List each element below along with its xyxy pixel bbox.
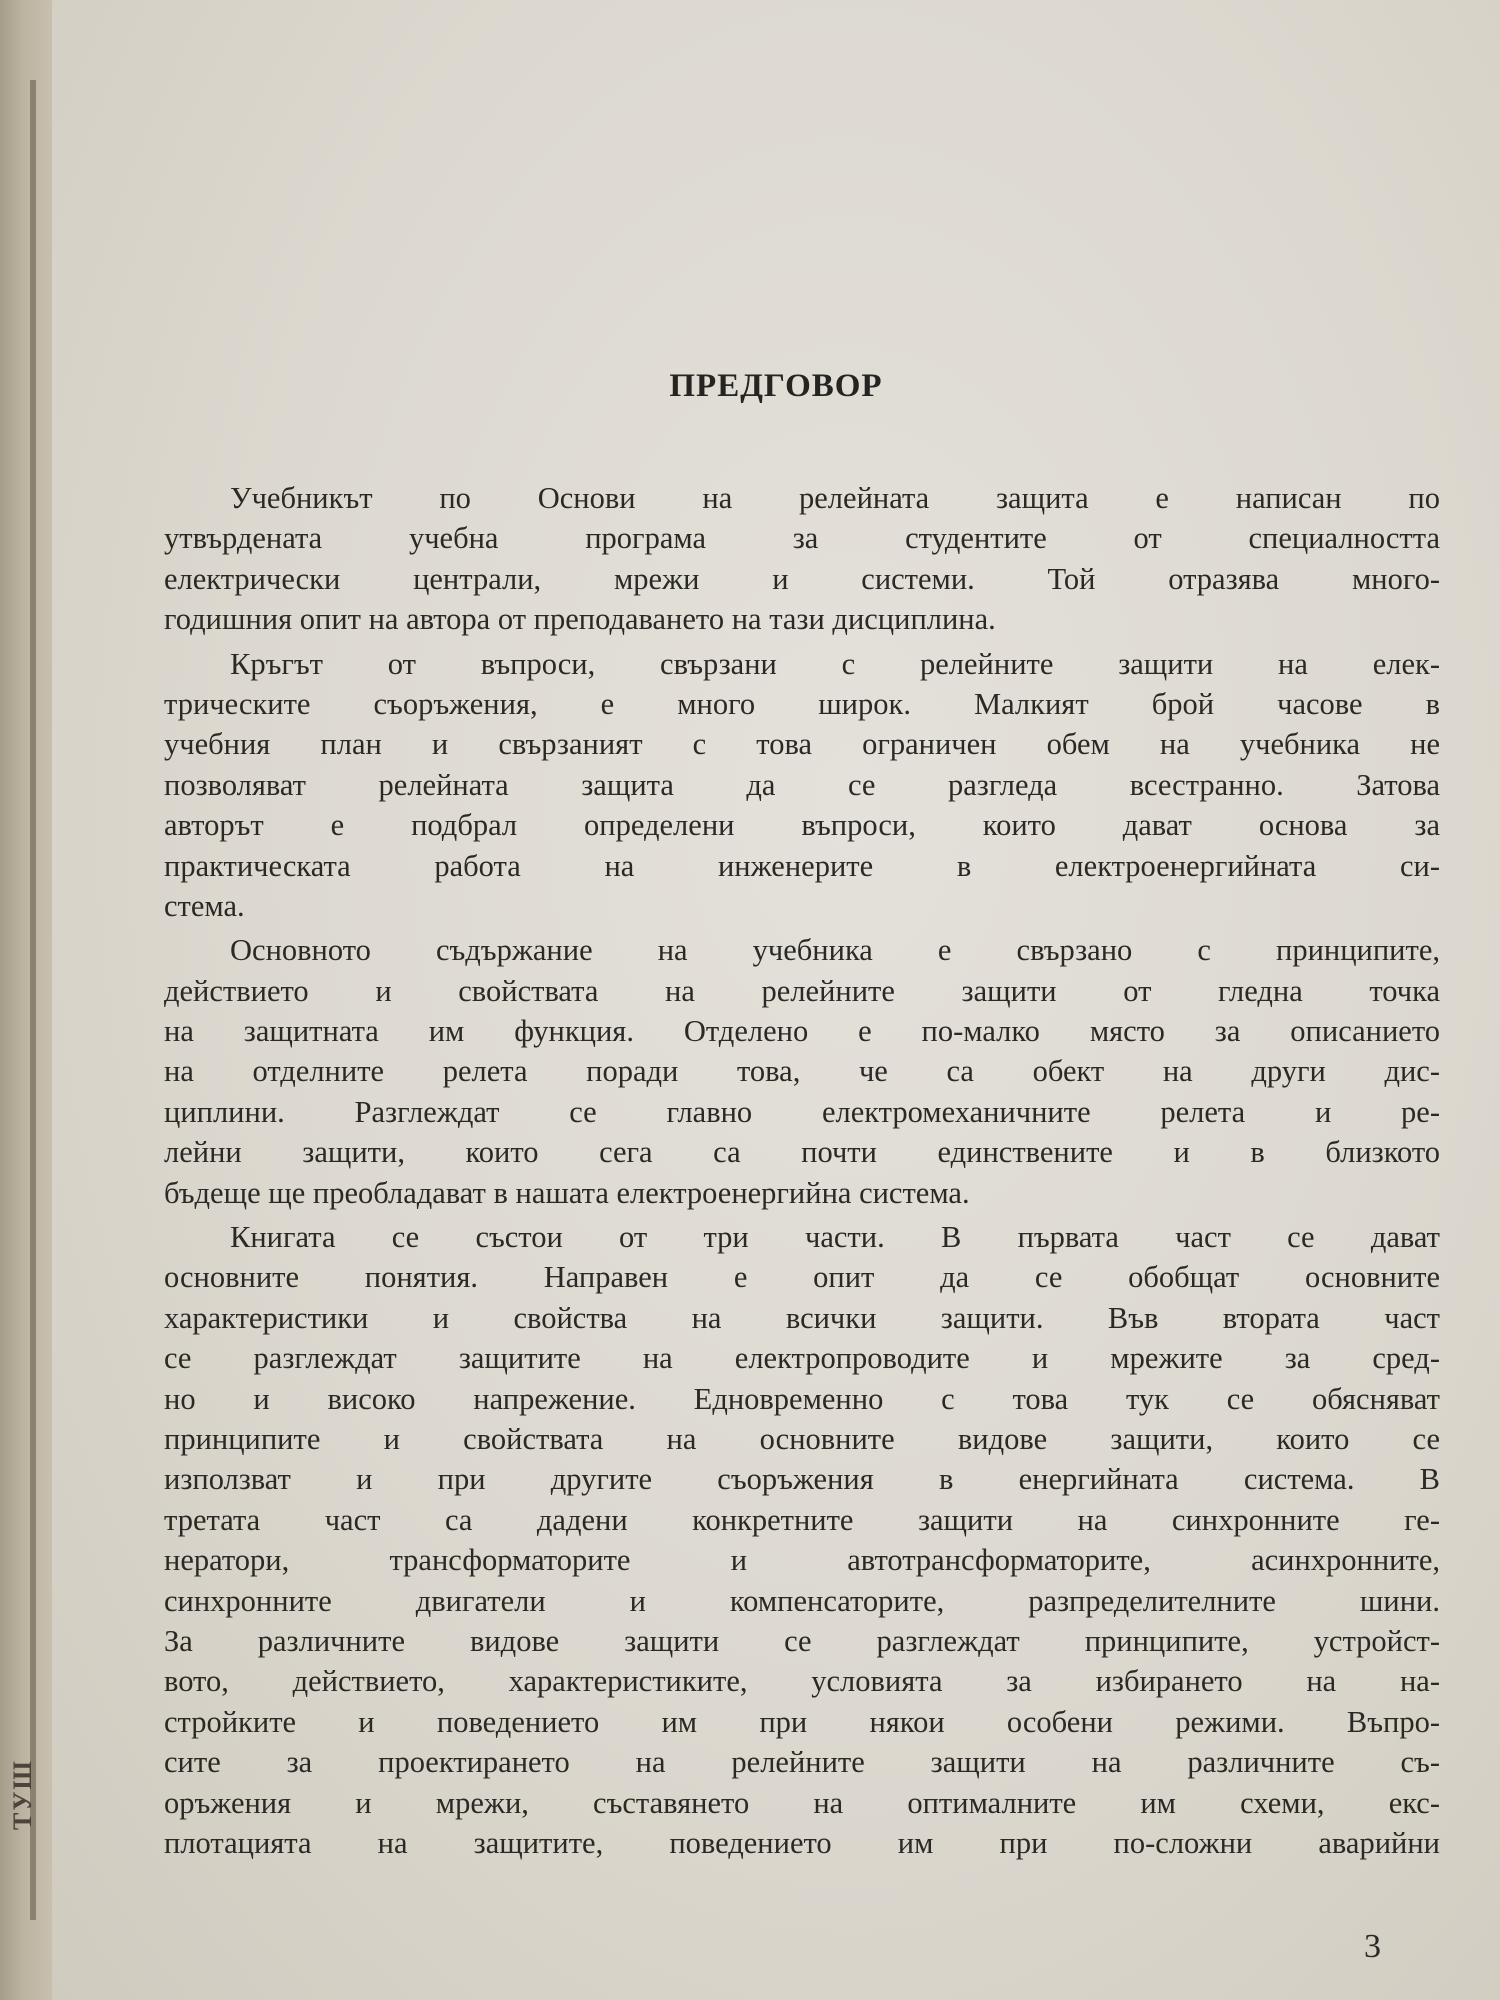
text-line: синхронните двигатели и компенсаторите, разпределителните шини. <box>164 1583 1440 1618</box>
page-heading: ПРЕДГОВОР <box>669 368 883 404</box>
text-line: на отделните релета поради това, че са обект на други дис- <box>164 1054 1440 1089</box>
paragraph <box>164 644 1440 927</box>
text-line: третата част са дадени конкретните защити на синхронните ге- <box>164 1502 1440 1537</box>
text-line: практическата работа на инженерите в електроенергийната си- <box>164 848 1440 883</box>
text-line: нератори, трансформаторите и автотрансформаторите, асинхронните, <box>164 1543 1440 1578</box>
text-line: лейни защити, които сега са почти единствените и в близкото <box>164 1135 1440 1170</box>
text-line: бъдеще ще преобладават в нашата електроенергийна система. <box>164 1175 970 1210</box>
text-line: стема. <box>164 888 245 923</box>
text-line: За различните видове защити се разглеждат принципите, устройст- <box>164 1623 1440 1658</box>
spine-edge <box>30 80 36 1920</box>
page-body <box>164 478 1440 1867</box>
text-line: но и високо напрежение. Едновременно с това тук се обясняват <box>164 1381 1440 1416</box>
paragraph <box>164 478 1440 640</box>
text-line: действието и свойствата на релейните защити от гледна точка <box>164 973 1440 1008</box>
text-line: Кръгът от въпроси, свързани с релейните защити на елек- <box>230 646 1440 681</box>
text-line: стройките и поведението им при някои особени режими. Въпро- <box>164 1704 1440 1739</box>
text-line: годишния опит на автора от преподаването на тази дисциплина. <box>164 602 996 637</box>
text-line: сите за проектирането на релейните защити на различните съ- <box>164 1745 1440 1780</box>
text-line: оръжения и мрежи, съставянето на оптималните им схеми, екс- <box>164 1785 1440 1820</box>
text-line: електрически централи, мрежи и системи. Той отразява много- <box>164 561 1440 596</box>
text-line: плотацията на защитите, поведението им при по-сложни аварийни <box>164 1825 1440 1860</box>
paragraph <box>164 1217 1440 1863</box>
paragraph <box>164 930 1440 1213</box>
text-line: на защитната им функция. Отделено е по-малко място за описанието <box>164 1014 1440 1049</box>
text-line: Книгата се състои от три части. В първата част се дават <box>230 1220 1440 1255</box>
text-line: учебния план и свързаният с това ограничен обем на учебника не <box>164 727 1440 762</box>
book-page <box>52 0 1500 2000</box>
text-line: трическите съоръжения, е много широк. Малкият брой часове в <box>164 686 1440 721</box>
page-number: 3 <box>1364 1928 1381 1965</box>
text-line: принципите и свойствата на основните видове защити, които се <box>164 1421 1440 1456</box>
text-line: позволяват релейната защита да се разгледа всестранно. Затова <box>164 767 1440 802</box>
spine-mark: ТУШ <box>8 1759 37 1830</box>
text-line: утвърдената учебна програма за студентите от специалността <box>164 521 1440 556</box>
text-line: циплини. Разглеждат се главно електромеханичните релета и ре- <box>164 1094 1440 1129</box>
text-line: вото, действието, характеристиките, условията за избирането на на- <box>164 1664 1440 1699</box>
text-line: основните понятия. Направен е опит да се обобщат основните <box>164 1260 1440 1295</box>
text-line: се разглеждат защитите на електропроводите и мрежите за сред- <box>164 1341 1440 1376</box>
text-line: Учебникът по Основи на релейната защита е написан по <box>230 481 1440 515</box>
text-line: използват и при другите съоръжения в енергийната система. В <box>164 1462 1440 1497</box>
text-line: авторът е подбрал определени въпроси, които дават основа за <box>164 808 1440 843</box>
text-line: характеристики и свойства на всички защити. Във втората част <box>164 1300 1440 1335</box>
text-line: Основното съдържание на учебника е свързано с принципите, <box>230 933 1440 968</box>
book-spine <box>0 0 52 2000</box>
